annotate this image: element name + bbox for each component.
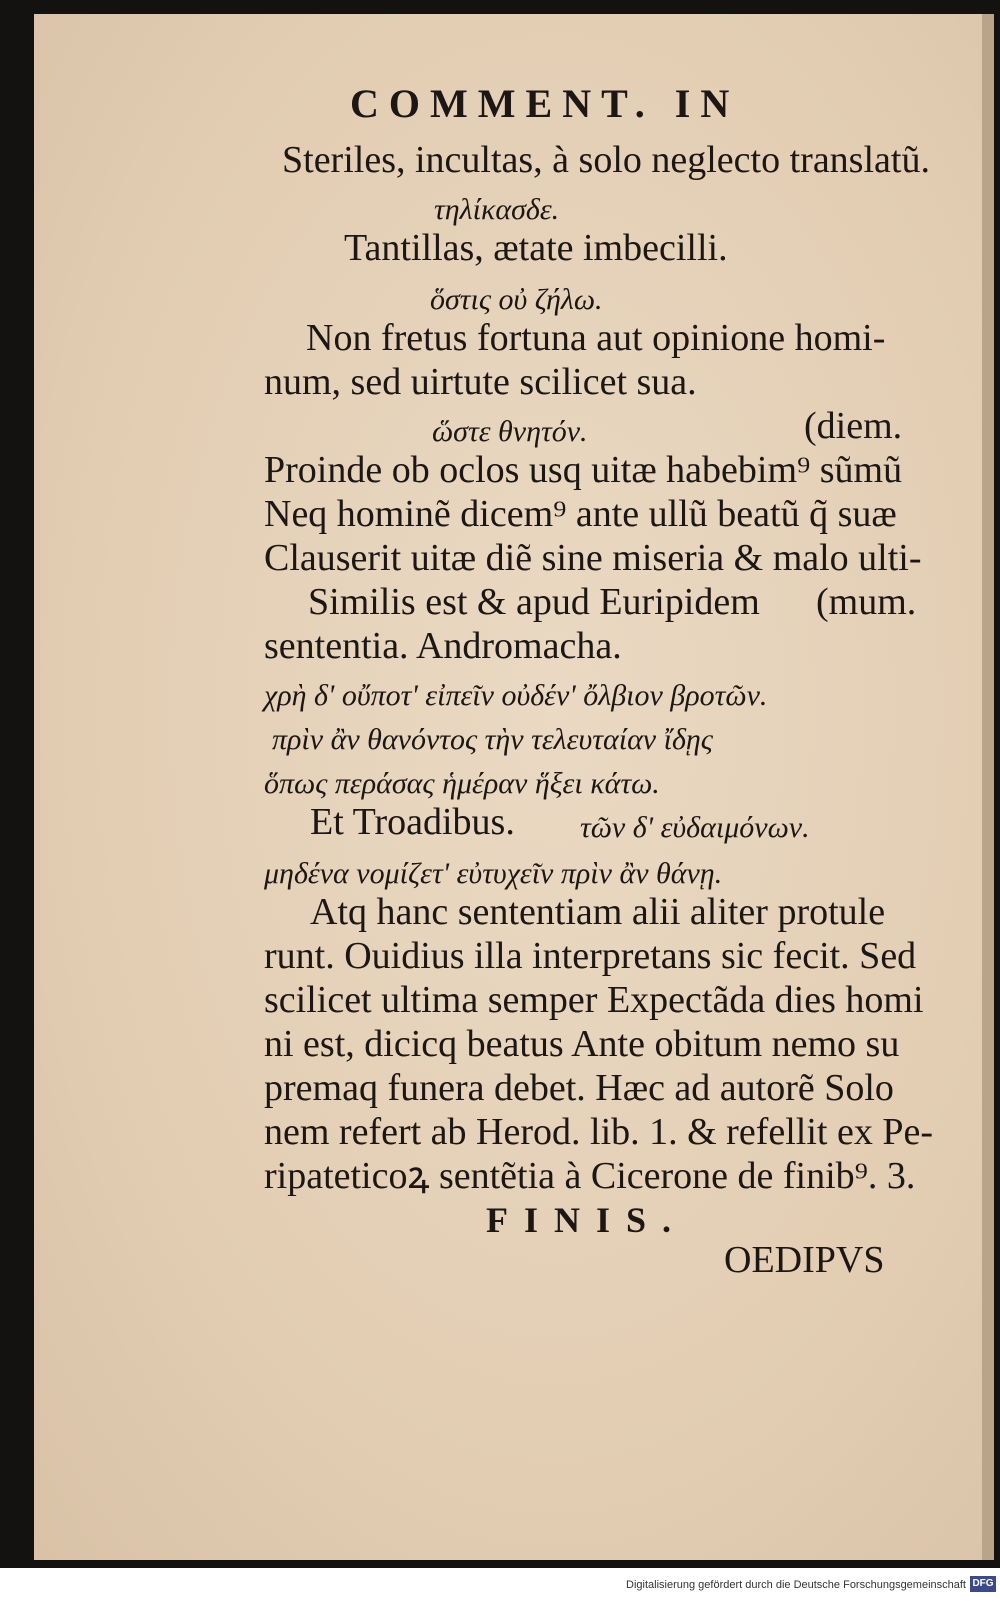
catchword: OEDIPVS	[724, 1239, 885, 1281]
greek-lemma: ὅστις οὐ ζήλω.	[430, 283, 603, 316]
funding-credit: Digitalisierung gefördert durch die Deutsche Forschungsgemeinschaft	[626, 1579, 966, 1591]
text-line: Neq hominẽ dicem⁹ ante ullũ beatũ q̃ suæ	[264, 493, 897, 535]
text-line: sententia. Andromacha.	[264, 625, 622, 667]
greek-quote-line: τῶν δ' εὐδαιμόνων.	[580, 811, 810, 844]
text-line: num, sed uirtute scilicet sua.	[264, 361, 697, 403]
text-line: Proinde ob oclos usq uitæ habebim⁹ sũmũ	[264, 449, 903, 491]
text-line: premaq funera debet. Hæc ad autorẽ Solo	[264, 1067, 894, 1109]
text-line: ripateticoꝝ sentẽtia à Cicerone de finib⁹. 3.	[264, 1155, 916, 1197]
text-line: runt. Ouidius illa interpretans sic fecit. Sed	[264, 935, 917, 977]
greek-lemma: τηλίκασδε.	[434, 193, 560, 226]
text-line: Clauserit uitæ diẽ sine miseria & malo ulti-	[264, 537, 922, 579]
dfg-logo-icon: DFG	[970, 1576, 996, 1592]
footer-bar	[0, 1570, 1000, 1601]
turnover-word: (mum.	[816, 581, 917, 623]
text-line: Et Troadibus.	[310, 801, 515, 843]
running-header: COMMENT. IN	[350, 81, 740, 126]
text-line: Atq hanc sententiam alii aliter protule	[310, 891, 886, 933]
page-edge	[982, 14, 994, 1560]
greek-quote-line: πρὶν ἂν θανόντος τὴν τελευταίαν ἴδῃς	[272, 723, 713, 756]
greek-quote-line: ὅπως περάσας ἡμέραν ἥξει κάτω.	[264, 767, 660, 800]
text-line: Non fretus fortuna aut opinione homi-	[306, 317, 886, 359]
text-line: Similis est & apud Euripidem	[308, 581, 760, 623]
text-line: Steriles, incultas, à solo neglecto translatũ.	[282, 139, 930, 181]
greek-quote-line: χρὴ δ' οὔποτ' εἰπεῖν οὐδέν' ὄλβιον βροτῶν.	[264, 679, 768, 712]
text-line: ni est, dicicq beatus Ante obitum nemo su	[264, 1023, 900, 1065]
turnover-word: (diem.	[804, 405, 903, 447]
text-line: Tantillas, ætate imbecilli.	[344, 227, 728, 269]
greek-lemma: ὥστε θνητόν.	[432, 415, 588, 448]
finis-line: FINIS.	[486, 1200, 688, 1240]
greek-quote-line: μηδένα νομίζετ' εὐτυχεῖν πρὶν ἂν θάνῃ.	[264, 857, 723, 890]
text-line: nem refert ab Herod. lib. 1. & refellit ex Pe-	[264, 1111, 933, 1153]
text-line: scilicet ultima semper Expectãda dies homi	[264, 979, 924, 1021]
